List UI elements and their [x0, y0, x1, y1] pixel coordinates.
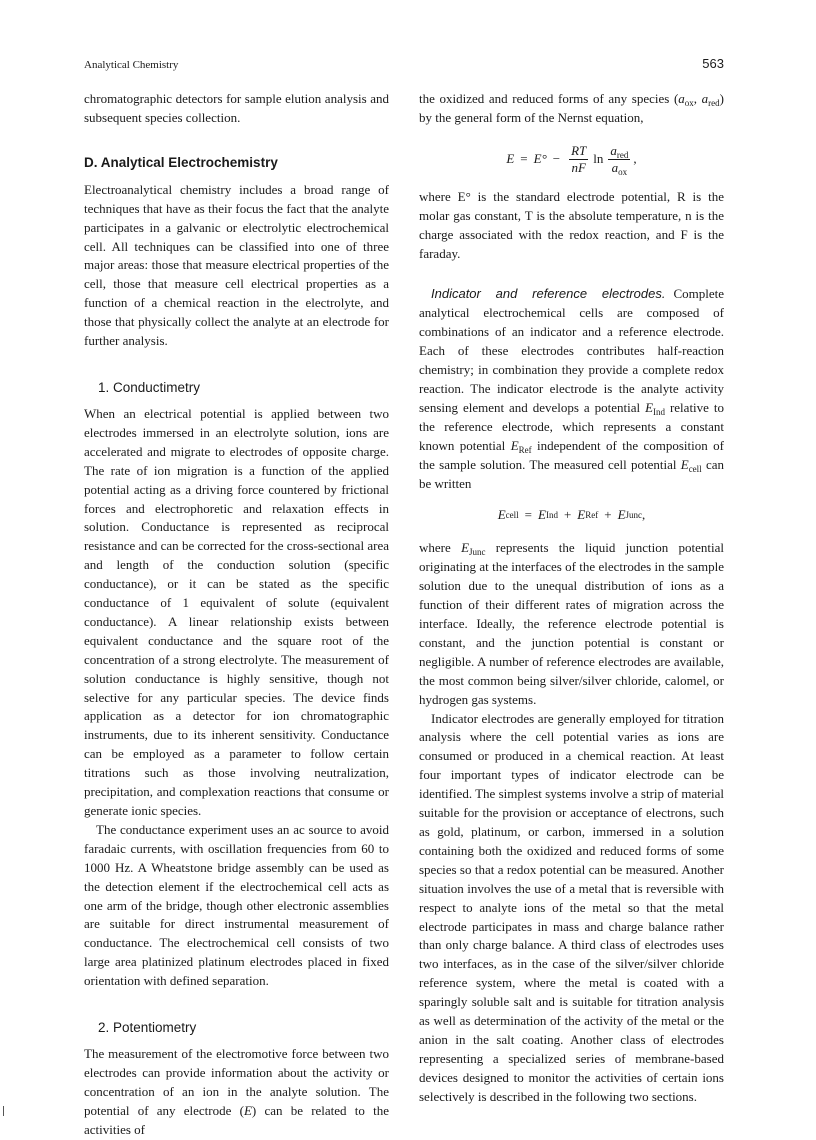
fraction-activity-ratio: $\frac{a_{red}}{a_{ox}}$	[610, 143, 629, 178]
section-heading-electrochemistry: D. Analytical Electrochemistry	[84, 154, 278, 170]
paragraph-indicator-reference: Indicator and reference electrodes. Complete analytical electrochemical cells are composed of combinations of an indicator and a reference electrode. Each of these electrodes contributes half-reaction chemistry; in combination they provide a complete redox reaction. The indicator electrode is the analyte activity sensing element and develops a potential $E_{Ind}$ relative to the reference electrode, which represents a constant known potential $E_{Ref}$ independent of the composition of the sample solution. The measured cell potential $E_{cell}$ can be written	[419, 286, 724, 491]
cell-potential-equation: E cell = E Ind + E Ref + E Junc ,	[497, 506, 646, 522]
running-head: Analytical Chemistry	[84, 59, 179, 71]
subsection-heading-conductimetry: 1. Conductimetry	[98, 379, 201, 395]
fraction-rt-nf: $\frac{RT}{nF}$	[571, 143, 587, 176]
paragraph-potentiometry: The measurement of the electromotive force between two electrodes can provide information about the activity or concentration of an ion in the analyte solution. The potential of any electrode (E) can be related to the activities of	[84, 1046, 389, 1137]
nernst-equation: E = E° − $\frac{RT}{nF}$ ln $\frac{a_{red}}{a_{ox}}$ ,	[506, 143, 637, 178]
right-column	[419, 90, 724, 1107]
paragraph-nernst-intro: the oxidized and reduced forms of any species ($a_{ox}$, $a_{red}$) by the general form of the Nernst equation,	[419, 91, 725, 125]
paragraph-indicator-electrodes: Indicator electrodes are generally employed for titration analysis where the cell potential varies as ions are consumed or produced in a chemical reaction. At least four important types of indicator electrode can be identified. The simplest systems involve a strip of material suitable for the provision or acceptance of electrons, such as gold, platinum, or carbon, immersed in a solution containing both the oxidized and reduced forms of some species so that a redox potential can be measured. Another situation involves the use of a metal that is reversible with respect to analyte ions of the metal so that the metal electrode participates in mass and charge balance rather than only charge balance. A third class of electrodes uses two interfaces, as in the case of the silver/silver chloride reference system, where the metal is coated with a sparingly soluble salt and is suitable for titration analysis as well as determination of the activity of the metal or the anion in the salt coating. Another class of electrodes representing a specialized series of membrane-based devices designed to monitor the activities of certain ions selectively is described in the following two sections.	[419, 710, 724, 1104]
left-column	[84, 90, 389, 1140]
runin-heading: Indicator and reference electrodes.	[431, 286, 666, 302]
paragraph-intro: Electroanalytical chemistry includes a broad range of techniques that have as their focus the fact that the analyte participates in a galvanic or electrolytic electrochemical cell. All techniques can be classified into one of three major areas: those that measure electrical properties of the cell, those that measure cell electrical properties as a function of a chemical reaction in the electrolyte, and those that physically collect the analyte at an electrode for further analysis.	[84, 181, 389, 349]
subsection-heading-potentiometry: 2. Potentiometry	[98, 1020, 197, 1036]
paragraph-nernst-where: where E° is the standard electrode potential, R is the molar gas constant, T is the absolute temperature, n is the charge associated with the redox reaction, and F is the faraday.	[419, 188, 724, 261]
page-edge-mark	[3, 1106, 4, 1116]
paragraph-continuation: chromatographic detectors for sample elution analysis and subsequent species collection.	[84, 91, 389, 125]
paragraph-conductimetry-1: When an electrical potential is applied between two electrodes immersed in an electrolyte solution, ions are accelerated and migrate to electrodes of opposite charge. The rate of ion migration is a function of the applied potential acting as a driving force countered by frictional forces and electrophoretic and relaxation effects in solution. Conductance is represented as reciprocal resistance and can be corrected for the cross-sectional area and length of the conduction solution (specific conductance), or it can be stated as the specific conductance of 1 equivalent of solute (equivalent conductance). A linear relationship exists between equivalent conductance and the square root of the concentration of a strong electrolyte. The measurement of solution conductance is highly sensitive, though not selective for any particular species. The device finds application as a detector for ion chromatographic instruments, due to its inherent sensitivity. Conductance can be employed as a parameter to follow certain titrations such as those involving neutralization, precipitation, and complexation reactions that consume or generate ionic species.	[84, 405, 389, 818]
page-number: 563	[702, 56, 724, 71]
paragraph-conductimetry-2: The conductance experiment uses an ac source to avoid faradaic currents, with oscillation frequencies from 60 to 1000 Hz. A Wheatstone bridge assembly can be used as the detection element if the electrochemical cell acts as one arm of the bridge, though other electronic assemblies are suitable for direct instrumental measurement of conductance. The electrochemical cell consists of two large area platinized platinum electrodes placed in fixed orientation with defined separation.	[84, 821, 389, 989]
paragraph-junction: where $E_{Junc}$ represents the liquid junction potential originating at the interfaces of the electrodes in the sample solution due to the unequal distribution of ions as a function of their different rates of migration across the interface. Ideally, the reference electrode potential is constant, and the junction potential is constant or negligible. A number of reference electrodes are available, the most common being silver/silver chloride, calomel, or hydrogen gas systems.	[419, 540, 724, 707]
